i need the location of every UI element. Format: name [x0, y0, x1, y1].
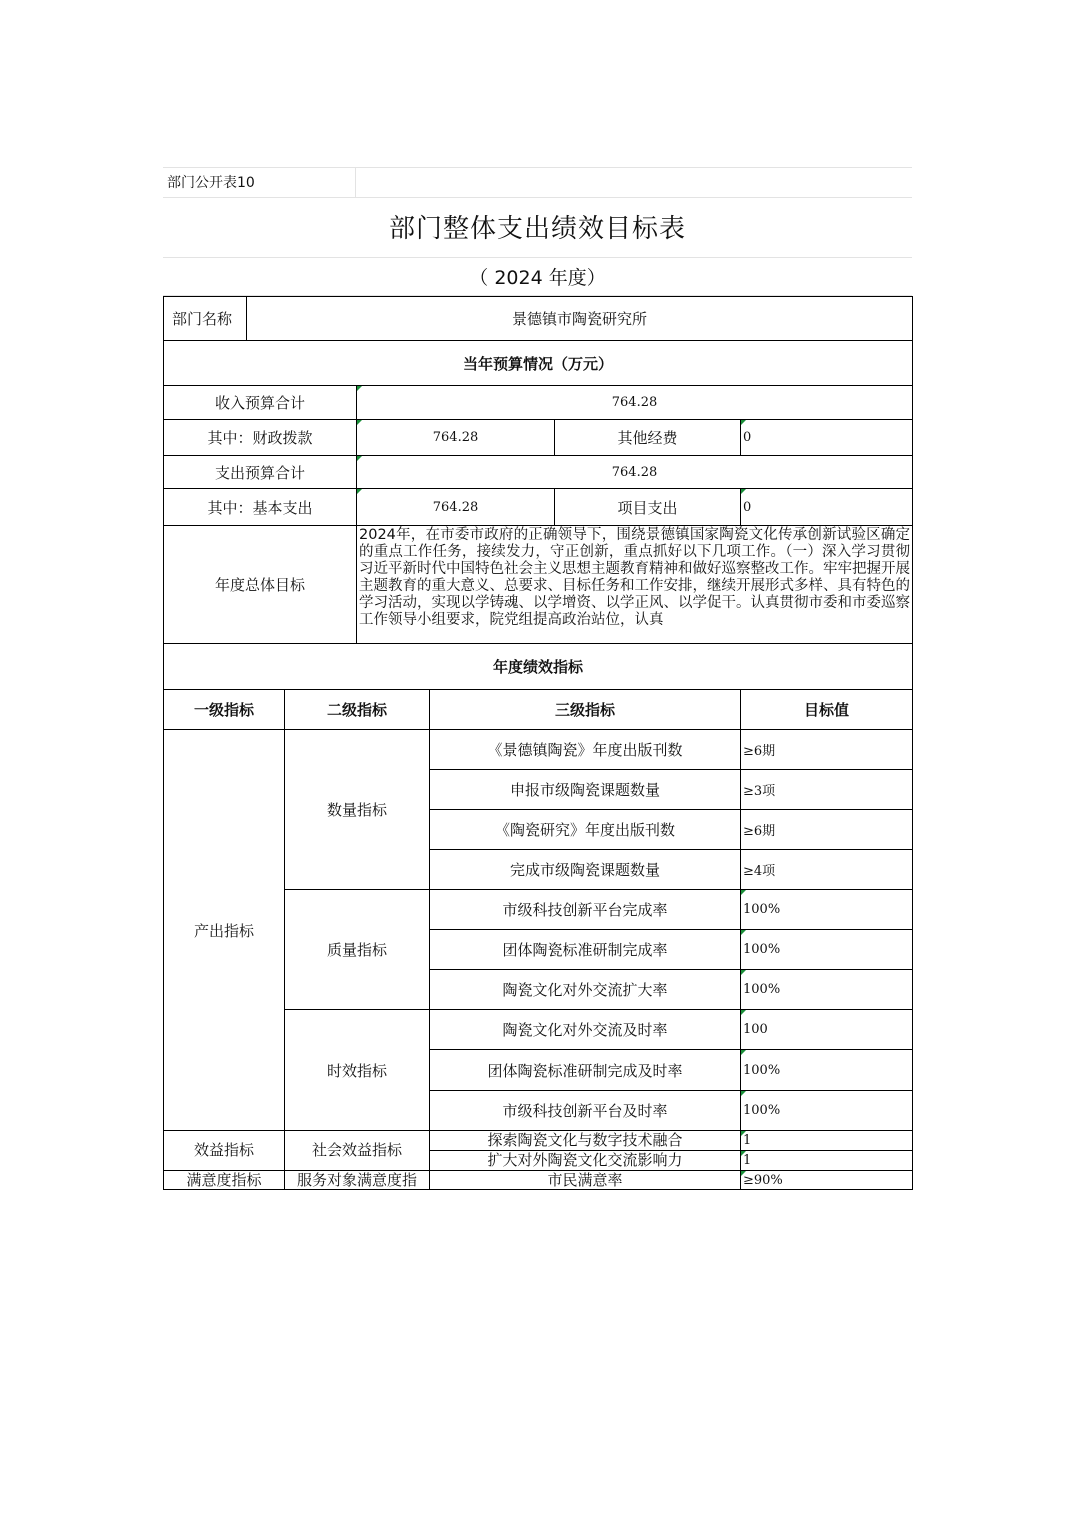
indicator-target: ≥4项	[741, 850, 913, 890]
form-code-row	[163, 168, 912, 198]
form-code: 部门公开表10	[163, 168, 356, 197]
indicator-name: 市级科技创新平台完成率	[430, 890, 741, 930]
col-level2: 二级指标	[285, 690, 430, 730]
expense-total-value: 764.28	[357, 456, 913, 489]
indicator-name: 完成市级陶瓷课题数量	[430, 850, 741, 890]
expense-total-label: 支出预算合计	[164, 456, 357, 489]
col-level3: 三级指标	[430, 690, 741, 730]
indicator-name: 《陶瓷研究》年度出版刊数	[430, 810, 741, 850]
income-total-label: 收入预算合计	[164, 386, 357, 420]
indicator-target: 1	[741, 1151, 913, 1171]
dept-label: 部门名称	[164, 297, 247, 341]
performance-sheet	[163, 167, 912, 1190]
income-total-value: 764.28	[357, 386, 913, 420]
benefit-label: 效益指标	[164, 1131, 285, 1171]
satisfaction-label: 满意度指标	[164, 1171, 285, 1190]
other-label: 其他经费	[555, 420, 741, 456]
social-label: 社会效益指标	[285, 1131, 430, 1171]
output-label: 产出指标	[164, 730, 285, 1131]
indicator-name: 《景德镇陶瓷》年度出版刊数	[430, 730, 741, 770]
indicator-target: ≥6期	[741, 730, 913, 770]
indicator-name: 团体陶瓷标准研制完成及时率	[430, 1050, 741, 1091]
indicator-name: 扩大对外陶瓷文化交流影响力	[430, 1151, 741, 1171]
fiscal-label: 其中：财政拨款	[164, 420, 357, 456]
goal-label: 年度总体目标	[164, 526, 357, 644]
sheet-header	[163, 167, 912, 296]
fiscal-value: 764.28	[357, 420, 555, 456]
service-label: 服务对象满意度指	[285, 1171, 430, 1190]
project-label: 项目支出	[555, 489, 741, 526]
indicator-target: 1	[741, 1131, 913, 1151]
goal-text-cell	[357, 526, 913, 644]
year-label: （ 2024 年度）	[163, 258, 912, 296]
indicator-name: 市级科技创新平台及时率	[430, 1091, 741, 1131]
indicator-target: 100	[741, 1010, 913, 1050]
budget-section-title: 当年预算情况（万元）	[164, 341, 913, 386]
project-value: 0	[741, 489, 913, 526]
goal-text: 2024年，在市委市政府的正确领导下，围绕景德镇国家陶瓷文化传承创新试验区确定的重点工作任务，接续发力，守正创新，重点抓好以下几项工作。（一）深入学习贯彻习近平新时代中国特色社会主义思想主题教育精神和做好巡察整改工作。牢牢把握开展主题教育的重大意义、总要求、目标任务和工作安排，继续开展形式多样、具有特色的学习活动，实现以学铸魂、以学增资、以学正风、以学促干。认真贯彻市委和市委巡察工作领导小组要求，院党组提高政治站位，认真	[359, 527, 911, 628]
indicator-name: 市民满意率	[430, 1171, 741, 1190]
perf-section-title: 年度绩效指标	[164, 644, 913, 690]
basic-value: 764.28	[357, 489, 555, 526]
col-level1: 一级指标	[164, 690, 285, 730]
basic-label: 其中：基本支出	[164, 489, 357, 526]
indicator-target: 100%	[741, 1091, 913, 1131]
indicator-name: 团体陶瓷标准研制完成率	[430, 930, 741, 970]
qual-label: 质量指标	[285, 890, 430, 1010]
indicator-target: ≥90%	[741, 1171, 913, 1190]
indicator-target: 100%	[741, 890, 913, 930]
page-title: 部门整体支出绩效目标表	[163, 198, 912, 258]
indicator-target: ≥3项	[741, 770, 913, 810]
indicator-name: 陶瓷文化对外交流及时率	[430, 1010, 741, 1050]
indicator-target: 100%	[741, 930, 913, 970]
qty-label: 数量指标	[285, 730, 430, 890]
indicator-name: 申报市级陶瓷课题数量	[430, 770, 741, 810]
dept-value: 景德镇市陶瓷研究所	[247, 297, 913, 341]
indicator-target: 100%	[741, 1050, 913, 1091]
indicator-name: 探索陶瓷文化与数字技术融合	[430, 1131, 741, 1151]
col-target: 目标值	[741, 690, 913, 730]
indicator-name: 陶瓷文化对外交流扩大率	[430, 970, 741, 1010]
indicator-table	[163, 689, 913, 1190]
budget-table	[163, 296, 913, 690]
indicator-target: ≥6期	[741, 810, 913, 850]
other-value: 0	[741, 420, 913, 456]
indicator-target: 100%	[741, 970, 913, 1010]
time-label: 时效指标	[285, 1010, 430, 1131]
